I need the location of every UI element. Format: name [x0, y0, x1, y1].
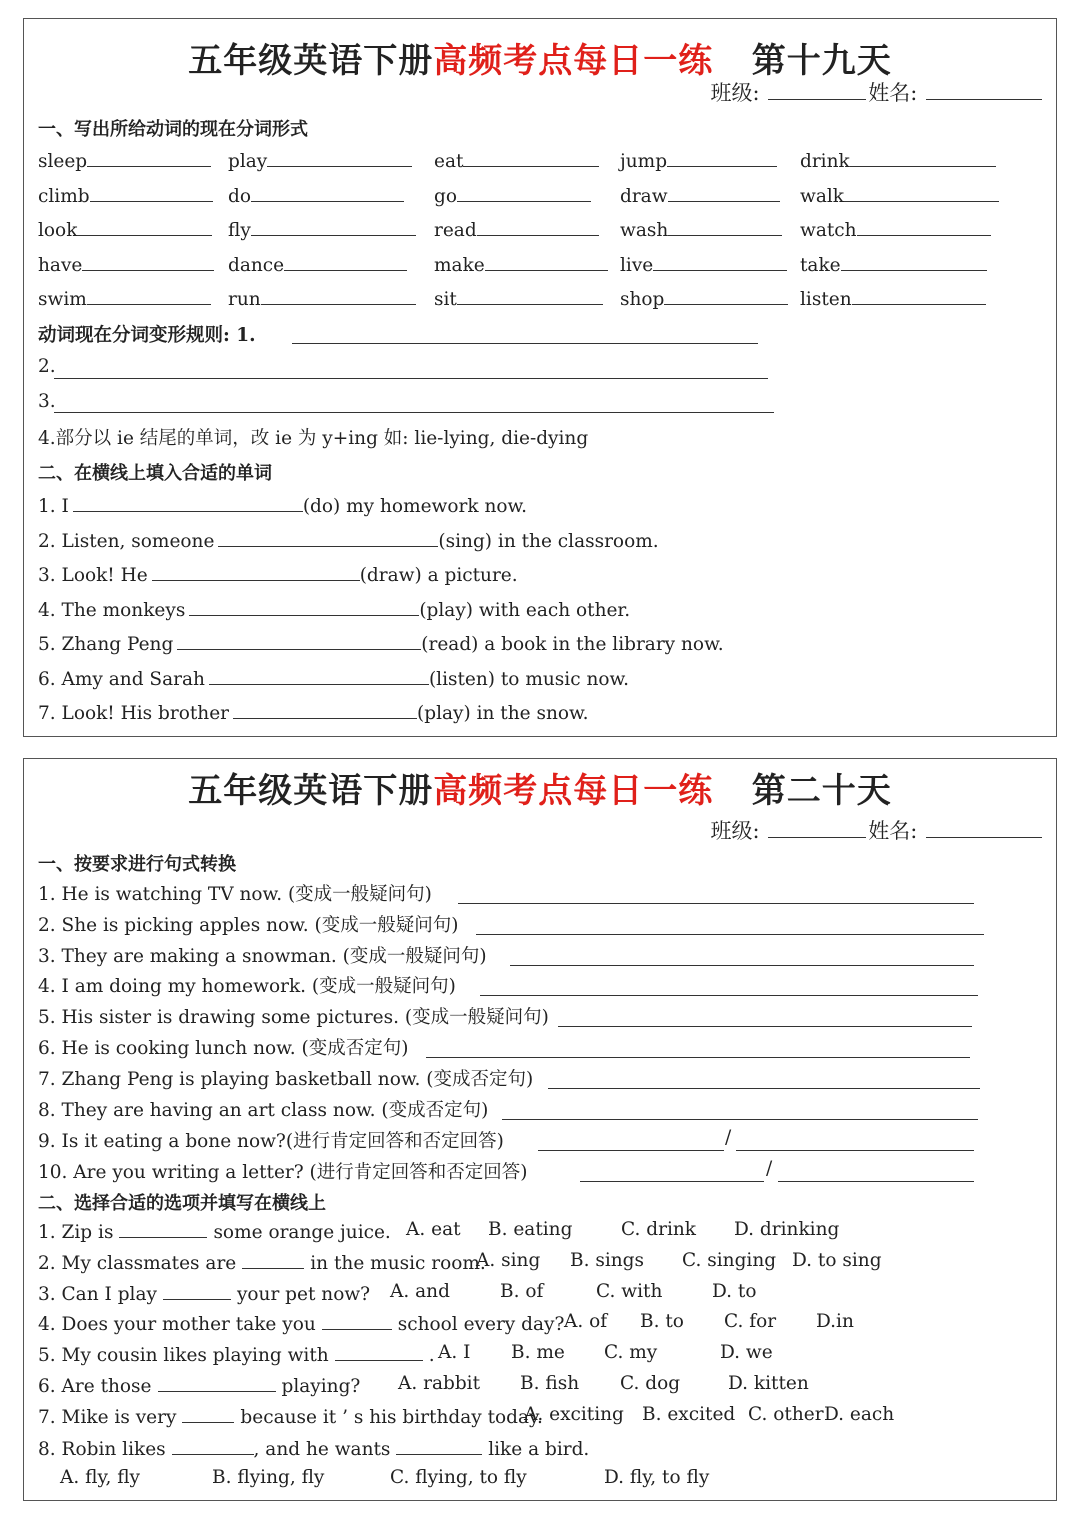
answer-blank[interactable]	[189, 597, 419, 616]
question-stem-end: school every day?	[397, 1314, 565, 1336]
verb-item	[434, 148, 599, 172]
answer-option[interactable]: C. flying, to fly	[390, 1467, 527, 1488]
mc-question	[38, 1373, 360, 1397]
verb-answer-blank[interactable]	[852, 286, 986, 305]
verb-answer-blank[interactable]	[284, 252, 407, 271]
verb-word: wash	[620, 220, 669, 241]
section-title: 二、选择合适的选项并填写在横线上	[38, 1193, 326, 1214]
slash: /	[725, 1127, 732, 1148]
fill-sentence	[38, 666, 629, 690]
question-stem: 3. Can I play	[38, 1283, 157, 1305]
name-input[interactable]	[926, 817, 1042, 838]
rule-4: 4.部分以 ie 结尾的单词，改 ie 为 y+ing 如: lie-lying, die-dying	[38, 428, 589, 449]
mc-question	[38, 1281, 370, 1305]
verb-answer-blank[interactable]	[485, 252, 608, 271]
mc-question	[38, 1250, 486, 1274]
transform-answer-blank[interactable]	[558, 1026, 972, 1027]
worksheet-day-19	[23, 18, 1057, 737]
sentence-end: (draw) a picture.	[359, 565, 518, 586]
verb-item	[228, 252, 407, 276]
answer-option[interactable]: C. for	[724, 1311, 777, 1333]
worksheet-day-20	[23, 758, 1057, 1501]
verb-word: jump	[620, 151, 668, 172]
verb-item	[800, 183, 999, 207]
verb-item	[38, 286, 211, 310]
verb-answer-blank[interactable]	[457, 183, 591, 202]
transform-answer-blank[interactable]	[476, 934, 984, 935]
transform-item: 4. I am doing my homework. (变成一般疑问句)	[38, 976, 456, 998]
transform-10	[38, 1158, 527, 1184]
verb-item	[620, 252, 787, 276]
answer-blank[interactable]	[182, 1404, 234, 1423]
verb-word: go	[434, 186, 457, 207]
verb-item	[228, 217, 416, 241]
verb-answer-blank[interactable]	[667, 148, 777, 167]
transform-10-blank-a[interactable]	[580, 1181, 764, 1182]
sentence-end: (play) in the snow.	[417, 703, 589, 724]
class-label: 班级:	[710, 819, 760, 843]
section-title: 二、在横线上填入合适的单词	[38, 463, 272, 484]
answer-option[interactable]: A. of	[564, 1311, 608, 1333]
answer-option[interactable]: D. kitten	[728, 1373, 809, 1394]
sentence-start: 4. The monkeys	[38, 599, 186, 621]
page-title	[24, 763, 1056, 812]
mc-question	[38, 1404, 543, 1428]
title-grade: 五年级英语下册	[188, 41, 434, 81]
question-stem-end: because it ’ s his birthday today.	[240, 1406, 543, 1428]
answer-option[interactable]: B. of	[500, 1280, 544, 1302]
verb-item	[800, 252, 987, 276]
answer-option[interactable]: B. me	[511, 1342, 565, 1364]
verb-item	[620, 286, 788, 310]
verb-item	[38, 183, 213, 207]
question-stem: 7. Mike is very	[38, 1406, 177, 1428]
transform-9-blank-a[interactable]	[538, 1150, 724, 1151]
answer-option[interactable]: C. singing	[682, 1249, 777, 1271]
answer-option[interactable]: D. to sing	[792, 1249, 882, 1271]
sentence-start: 6. Amy and Sarah	[38, 668, 205, 690]
slash: /	[766, 1158, 773, 1179]
verb-word: do	[228, 186, 251, 207]
sentence-start: 3. Look! He	[38, 565, 148, 586]
question-stem-end: your pet now?	[236, 1283, 371, 1305]
rule-3-label: 3.	[38, 391, 56, 412]
verb-item	[434, 183, 591, 207]
answer-option[interactable]: B. flying, fly	[212, 1467, 325, 1488]
class-input[interactable]	[768, 79, 866, 100]
q8-blank-b[interactable]	[396, 1436, 482, 1455]
answer-option[interactable]: D. each	[824, 1403, 895, 1425]
title-grade: 五年级英语下册	[188, 771, 434, 811]
answer-option[interactable]: B. excited	[642, 1403, 736, 1425]
answer-option[interactable]: A. fly, fly	[60, 1467, 141, 1488]
verb-word: live	[620, 255, 654, 276]
sentence-end: (read) a book in the library now.	[421, 634, 724, 655]
transform-item: 5. His sister is drawing some pictures. (变成一般疑问句)	[38, 1007, 549, 1029]
sentence-end: (do) my homework now.	[302, 496, 528, 517]
verb-word: climb	[38, 186, 90, 207]
sentence-start: 1. I	[38, 496, 69, 517]
fill-sentence	[38, 597, 630, 621]
verb-item	[800, 286, 986, 310]
answer-option[interactable]: D. to	[712, 1280, 757, 1302]
transform-answer-blank[interactable]	[548, 1088, 980, 1089]
verb-item	[434, 217, 599, 241]
verb-word: watch	[800, 220, 857, 241]
verb-item	[228, 286, 416, 310]
name-label: 姓名:	[868, 819, 918, 843]
verb-word: make	[434, 255, 485, 276]
rule-3-blank[interactable]	[54, 412, 774, 413]
transform-item: 1. He is watching TV now. (变成一般疑问句)	[38, 884, 432, 905]
fill-sentence	[38, 528, 659, 552]
transform-answer-blank[interactable]	[480, 995, 978, 996]
answer-blank[interactable]	[152, 562, 360, 581]
answer-option[interactable]: A. exciting	[524, 1403, 624, 1425]
answer-option[interactable]: C. other	[748, 1403, 824, 1425]
answer-option[interactable]: A. I	[438, 1342, 471, 1364]
answer-option[interactable]: D. fly, to fly	[604, 1467, 710, 1488]
verb-item	[800, 217, 991, 241]
verb-answer-blank[interactable]	[844, 183, 999, 202]
transform-item: 8. They are having an art class now. (变成否定句)	[38, 1099, 489, 1121]
verb-word: sleep	[38, 151, 88, 172]
verb-item	[620, 183, 780, 207]
verb-item	[38, 252, 214, 276]
transform-item: 2. She is picking apples now. (变成一般疑问句)	[38, 914, 459, 936]
answer-blank[interactable]	[209, 666, 429, 685]
question-stem-end: playing?	[281, 1376, 361, 1397]
transform-answer-blank[interactable]	[502, 1119, 978, 1120]
answer-blank[interactable]	[218, 528, 438, 547]
answer-option[interactable]: C. drink	[621, 1219, 696, 1240]
title-day: 第十九天	[751, 41, 892, 81]
question-stem: 4. Does your mother take you	[38, 1314, 316, 1336]
verb-answer-blank[interactable]	[463, 148, 599, 167]
verb-word: fly	[228, 220, 251, 241]
transform-item: 3. They are making a snowman. (变成一般疑问句)	[38, 945, 487, 967]
verb-item	[38, 148, 211, 172]
transform-item: 6. He is cooking lunch now. (变成否定句)	[38, 1038, 409, 1059]
transform-10-blank-b[interactable]	[778, 1181, 974, 1182]
transform-answer-blank[interactable]	[426, 1057, 970, 1058]
verb-answer-blank[interactable]	[82, 252, 214, 271]
fill-sentence	[38, 562, 518, 586]
verb-word: read	[434, 220, 477, 241]
fill-sentence	[38, 493, 527, 517]
mc-question	[38, 1219, 391, 1243]
question-stem: 5. My cousin likes playing with	[38, 1345, 329, 1367]
verb-answer-blank[interactable]	[653, 252, 787, 271]
answer-blank[interactable]	[73, 493, 303, 512]
answer-option[interactable]: D. we	[720, 1342, 773, 1364]
transform-answer-blank[interactable]	[510, 965, 974, 966]
verb-answer-blank[interactable]	[668, 217, 782, 236]
transform-answer-blank[interactable]	[458, 903, 974, 904]
answer-option[interactable]: C. dog	[620, 1373, 681, 1394]
rule-2-blank[interactable]	[54, 378, 768, 379]
q8-stem-c: like a bird.	[488, 1439, 590, 1460]
verb-answer-blank[interactable]	[87, 148, 211, 167]
question-stem-end: .	[428, 1345, 435, 1367]
verb-answer-blank[interactable]	[261, 286, 416, 305]
name-label: 姓名:	[868, 81, 918, 105]
verb-item	[434, 252, 608, 276]
class-name-fields	[710, 815, 1044, 845]
answer-blank[interactable]	[335, 1342, 423, 1361]
question-stem: 6. Are those	[38, 1376, 152, 1397]
verb-answer-blank[interactable]	[668, 183, 780, 202]
rule-1-blank[interactable]	[292, 343, 758, 344]
verb-word: have	[38, 255, 83, 276]
question-stem-end: some orange juice.	[213, 1222, 391, 1243]
class-name-fields	[710, 77, 1044, 107]
verb-word: draw	[620, 186, 668, 207]
verb-word: swim	[38, 289, 87, 310]
verb-word: shop	[620, 289, 665, 310]
verb-answer-blank[interactable]	[251, 183, 404, 202]
title-day: 第二十天	[751, 771, 892, 811]
transform-10-text: 10. Are you writing a letter? (进行肯定回答和否定回答)	[38, 1162, 528, 1183]
rules-label: 动词现在分词变形规则: 1.	[38, 325, 256, 346]
verb-word: take	[800, 255, 841, 276]
verb-word: eat	[434, 151, 464, 172]
verb-item	[228, 148, 412, 172]
verb-answer-blank[interactable]	[857, 217, 991, 236]
verb-answer-blank[interactable]	[87, 286, 211, 305]
verb-item	[620, 148, 777, 172]
answer-blank[interactable]	[163, 1281, 231, 1300]
verb-item	[228, 183, 404, 207]
class-label: 班级:	[710, 81, 760, 105]
title-highlight: 高频考点每日一练	[433, 41, 714, 81]
question-stem: 1. Zip is	[38, 1222, 114, 1243]
verb-answer-blank[interactable]	[267, 148, 412, 167]
section-title: 一、写出所给动词的现在分词形式	[38, 119, 308, 140]
section-title: 一、按要求进行句式转换	[38, 854, 236, 875]
q8-blank-a[interactable]	[172, 1436, 254, 1455]
verb-answer-blank[interactable]	[850, 148, 996, 167]
answer-option[interactable]: D. drinking	[734, 1219, 840, 1240]
mc-question	[38, 1311, 564, 1335]
answer-blank[interactable]	[177, 631, 421, 650]
verb-answer-blank[interactable]	[77, 217, 212, 236]
verb-answer-blank[interactable]	[457, 286, 603, 305]
verb-word: drink	[800, 151, 850, 172]
answer-option[interactable]: B. to	[640, 1311, 684, 1333]
sentence-start: 5. Zhang Peng	[38, 634, 174, 655]
transform-item: 7. Zhang Peng is playing basketball now. (变成否定句)	[38, 1068, 534, 1090]
answer-blank[interactable]	[158, 1373, 276, 1392]
sentence-start: 2. Listen, someone	[38, 530, 215, 552]
answer-option[interactable]: B. eating	[488, 1219, 573, 1240]
sentence-end: (sing) in the classroom.	[438, 530, 659, 552]
answer-option[interactable]: A. rabbit	[398, 1373, 481, 1394]
answer-option[interactable]: A. and	[390, 1280, 450, 1302]
rule-2-label: 2.	[38, 356, 56, 377]
answer-option[interactable]: B. fish	[520, 1373, 580, 1394]
verb-word: run	[228, 289, 261, 310]
verb-word: dance	[228, 255, 285, 276]
transform-9-blank-b[interactable]	[736, 1150, 974, 1151]
sentence-end: (listen) to music now.	[428, 668, 630, 690]
verb-answer-blank[interactable]	[664, 286, 788, 305]
verb-word: sit	[434, 289, 457, 310]
answer-blank[interactable]	[242, 1250, 304, 1269]
verb-word: play	[228, 151, 268, 172]
verb-answer-blank[interactable]	[477, 217, 599, 236]
mc-question-8	[38, 1436, 589, 1460]
answer-option[interactable]: D.in	[816, 1311, 854, 1333]
verb-item	[434, 286, 603, 310]
answer-option[interactable]: A. sing	[476, 1249, 541, 1271]
transform-9	[38, 1127, 504, 1153]
fill-sentence	[38, 700, 589, 724]
question-stem-end: in the music room.	[310, 1252, 486, 1274]
answer-option[interactable]: C. with	[596, 1280, 663, 1302]
answer-option[interactable]: B. sings	[570, 1249, 645, 1271]
sentence-end: (play) with each other.	[419, 599, 631, 621]
title-highlight: 高频考点每日一练	[433, 771, 714, 811]
verb-answer-blank[interactable]	[251, 217, 416, 236]
verb-item	[800, 148, 996, 172]
question-stem: 2. My classmates are	[38, 1252, 237, 1274]
answer-option[interactable]: A. eat	[406, 1219, 461, 1240]
class-input[interactable]	[768, 817, 866, 838]
verb-word: look	[38, 220, 78, 241]
answer-blank[interactable]	[233, 700, 417, 719]
q8-stem-b: , and he wants	[253, 1439, 391, 1460]
rules-line-1	[38, 321, 256, 347]
fill-sentence	[38, 631, 724, 655]
answer-option[interactable]: C. my	[604, 1342, 658, 1364]
verb-answer-blank[interactable]	[90, 183, 213, 202]
page-title	[24, 33, 1056, 82]
sentence-start: 7. Look! His brother	[38, 703, 230, 724]
name-input[interactable]	[926, 79, 1042, 100]
mc-question	[38, 1342, 435, 1366]
verb-word: walk	[800, 186, 844, 207]
answer-blank[interactable]	[119, 1219, 207, 1238]
verb-word: listen	[800, 289, 852, 310]
verb-answer-blank[interactable]	[841, 252, 987, 271]
verb-item	[38, 217, 212, 241]
verb-item	[620, 217, 782, 241]
answer-blank[interactable]	[322, 1311, 392, 1330]
transform-9-text: 9. Is it eating a bone now?(进行肯定回答和否定回答)	[38, 1131, 504, 1152]
q8-stem-a: 8. Robin likes	[38, 1439, 166, 1460]
